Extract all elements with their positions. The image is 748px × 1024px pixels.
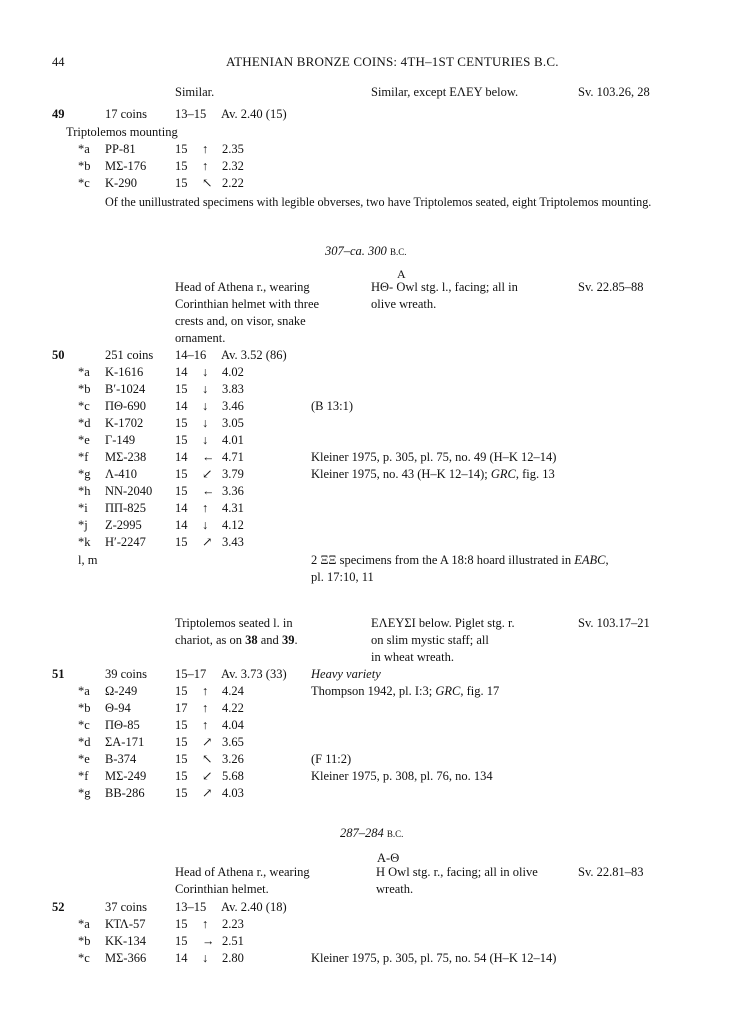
remark-tail: , fig. 13 bbox=[515, 467, 555, 481]
die-axis-arrow: ↓ bbox=[202, 951, 209, 965]
page-number: 44 bbox=[52, 55, 65, 69]
specimen-id: ΜΣ-366 bbox=[105, 951, 147, 965]
specimen-mark: *f bbox=[78, 450, 89, 464]
reverse-51-line1: ΕΛΕΥΣΙ below. Piglet stg. r. bbox=[371, 616, 515, 630]
section-date-287 bbox=[340, 825, 403, 842]
specimen-weight: 4.03 bbox=[222, 786, 244, 800]
specimen-weight: 3.46 bbox=[222, 399, 244, 413]
specimen-size: 15 bbox=[175, 433, 188, 447]
specimen-id: BB-286 bbox=[105, 786, 145, 800]
hoard-note-line1 bbox=[311, 552, 609, 568]
reverse-52-line2: wreath. bbox=[376, 882, 414, 896]
specimen-weight: 3.36 bbox=[222, 484, 244, 498]
specimen-size: 14 bbox=[175, 450, 188, 464]
obverse-49: Similar. bbox=[175, 85, 215, 99]
cross-ref-38: 38 bbox=[245, 633, 258, 647]
specimen-size: 15 bbox=[175, 467, 188, 481]
hoard-note-text: 2 ΞΞ specimens from the A 18:8 hoard illustrated in bbox=[311, 553, 575, 567]
specimen-size: 14 bbox=[175, 518, 188, 532]
section-era: B.C. bbox=[389, 247, 407, 257]
specimen-weight: 2.80 bbox=[222, 951, 244, 965]
specimen-size: 15 bbox=[175, 416, 188, 430]
specimen-id: ΜΣ-249 bbox=[105, 769, 147, 783]
specimen-id: H′-2247 bbox=[105, 535, 146, 549]
specimen-size: 15 bbox=[175, 718, 188, 732]
specimen-remark: Kleiner 1975, p. 308, pl. 76, no. 134 bbox=[311, 769, 493, 783]
specimen-mark: *d bbox=[78, 416, 91, 430]
specimen-mark: *j bbox=[78, 518, 88, 532]
specimen-mark-lm: l, m bbox=[78, 553, 98, 567]
specimen-weight: 5.68 bbox=[222, 769, 244, 783]
die-axis-arrow: ← bbox=[202, 484, 215, 498]
specimen-weight: 4.71 bbox=[222, 450, 244, 464]
specimen-id: ΠΘ-690 bbox=[105, 399, 146, 413]
specimen-weight: 4.04 bbox=[222, 718, 244, 732]
specimen-mark: *a bbox=[78, 142, 90, 156]
specimen-mark: *b bbox=[78, 159, 91, 173]
specimen-mark: *a bbox=[78, 917, 90, 931]
specimen-weight: 4.12 bbox=[222, 518, 244, 532]
average-weight-50: Av. 3.52 (86) bbox=[221, 348, 287, 362]
obverse-and: and bbox=[257, 633, 282, 647]
reverse-52-superscript: Α-Θ bbox=[377, 851, 400, 865]
obverse-50-line2: Corinthian helmet with three bbox=[175, 297, 320, 311]
section-date-307 bbox=[325, 243, 406, 260]
entry-number-50: 50 bbox=[52, 348, 65, 362]
specimen-weight: 3.26 bbox=[222, 752, 244, 766]
reference-49: Sv. 103.26, 28 bbox=[578, 85, 650, 99]
obverse-period: . bbox=[294, 633, 298, 647]
specimen-size: 14 bbox=[175, 365, 188, 379]
die-axis-arrow: ↑ bbox=[202, 684, 209, 698]
size-range-49: 13–15 bbox=[175, 107, 207, 121]
reverse-50-superscript: A bbox=[397, 267, 406, 281]
die-axis-arrow: ↑ bbox=[202, 159, 209, 173]
specimen-remark: (B 13:1) bbox=[311, 399, 354, 413]
obverse-50-line3: crests and, on visor, snake bbox=[175, 314, 306, 328]
die-axis-arrow: → bbox=[202, 934, 215, 948]
specimen-size: 15 bbox=[175, 382, 188, 396]
specimen-weight: 2.51 bbox=[222, 934, 244, 948]
specimen-remark: (F 11:2) bbox=[311, 752, 352, 766]
specimen-id: Γ-149 bbox=[105, 433, 136, 447]
specimen-size: 15 bbox=[175, 684, 188, 698]
die-axis-arrow: ↑ bbox=[202, 917, 209, 931]
specimen-weight: 3.79 bbox=[222, 467, 244, 481]
running-title: ATHENIAN BRONZE COINS: 4TH–1ST CENTURIES B.C. bbox=[226, 54, 559, 69]
specimen-size: 15 bbox=[175, 735, 188, 749]
specimen-mark: *d bbox=[78, 735, 91, 749]
specimen-size: 15 bbox=[175, 786, 188, 800]
obverse-text: chariot, as on bbox=[175, 633, 246, 647]
specimen-weight: 4.01 bbox=[222, 433, 244, 447]
specimen-mark: *a bbox=[78, 684, 90, 698]
specimen-mark: *i bbox=[78, 501, 88, 515]
specimen-id: KK-134 bbox=[105, 934, 146, 948]
die-axis-arrow: ↓ bbox=[202, 382, 209, 396]
remark-source: GRC bbox=[435, 684, 461, 698]
specimen-id: PP-81 bbox=[105, 142, 136, 156]
die-axis-arrow: ↓ bbox=[202, 365, 209, 379]
specimen-mark: *c bbox=[78, 718, 90, 732]
specimen-id: ΚΤΛ-57 bbox=[105, 917, 146, 931]
coin-count-52: 37 coins bbox=[105, 900, 148, 914]
specimen-size: 15 bbox=[175, 917, 188, 931]
specimen-weight: 2.23 bbox=[222, 917, 244, 931]
specimen-id: ΠΠ-825 bbox=[105, 501, 146, 515]
specimen-size: 15 bbox=[175, 176, 188, 190]
cross-ref-39: 39 bbox=[281, 633, 295, 647]
specimen-size: 14 bbox=[175, 399, 188, 413]
specimen-weight: 4.02 bbox=[222, 365, 244, 379]
specimen-id: ΠΘ-85 bbox=[105, 718, 140, 732]
specimen-size: 15 bbox=[175, 769, 188, 783]
die-axis-arrow: ↑ bbox=[202, 701, 209, 715]
coin-count-50: 251 coins bbox=[105, 348, 154, 362]
specimen-size: 14 bbox=[175, 951, 188, 965]
specimen-remark bbox=[311, 466, 555, 482]
specimen-id: NN-2040 bbox=[105, 484, 153, 498]
specimen-remark: Kleiner 1975, p. 305, pl. 75, no. 54 (H–K 12–14) bbox=[311, 951, 557, 965]
section-date: 287–284 bbox=[340, 826, 384, 840]
die-axis-arrow: ← bbox=[202, 450, 215, 464]
specimen-id: K-1616 bbox=[105, 365, 144, 379]
reverse-51-line2: on slim mystic staff; all bbox=[371, 633, 489, 647]
die-axis-arrow: ↓ bbox=[202, 399, 209, 413]
specimen-mark: *g bbox=[78, 467, 91, 481]
specimen-weight: 4.31 bbox=[222, 501, 244, 515]
remark-tail: , fig. 17 bbox=[460, 684, 500, 698]
specimen-mark: *h bbox=[78, 484, 91, 498]
specimen-size: 15 bbox=[175, 142, 188, 156]
reverse-52-line1: Η Owl stg. r., facing; all in olive bbox=[376, 865, 538, 879]
specimen-id: B-374 bbox=[105, 752, 137, 766]
average-weight-52: Av. 2.40 (18) bbox=[221, 900, 287, 914]
reverse-legend: ΗΘ- bbox=[371, 280, 394, 294]
specimen-weight: 2.32 bbox=[222, 159, 244, 173]
remark-text: Thompson 1942, pl. I:3; bbox=[311, 684, 436, 698]
entry-number-51: 51 bbox=[52, 667, 65, 681]
specimen-id: B′-1024 bbox=[105, 382, 146, 396]
specimen-mark: *c bbox=[78, 176, 90, 190]
specimen-weight: 4.22 bbox=[222, 701, 244, 715]
average-weight-49: Av. 2.40 (15) bbox=[221, 107, 287, 121]
specimen-mark: *b bbox=[78, 382, 91, 396]
die-axis-arrow: ↓ bbox=[202, 433, 209, 447]
average-weight-51: Av. 3.73 (33) bbox=[221, 667, 287, 681]
obverse-50-line4: ornament. bbox=[175, 331, 226, 345]
die-axis-arrow: ↑ bbox=[202, 142, 209, 156]
coin-count-49: 17 coins bbox=[105, 107, 148, 121]
specimen-id: K-1702 bbox=[105, 416, 144, 430]
specimen-size: 15 bbox=[175, 484, 188, 498]
specimen-size: 15 bbox=[175, 752, 188, 766]
variant-label-49: Triptolemos mounting bbox=[66, 125, 178, 139]
specimen-mark: *c bbox=[78, 399, 90, 413]
remark-source: GRC bbox=[490, 467, 516, 481]
specimen-mark: *e bbox=[78, 433, 90, 447]
specimen-size: 15 bbox=[175, 159, 188, 173]
specimen-mark: *a bbox=[78, 365, 90, 379]
die-axis-arrow: ↗ bbox=[202, 786, 213, 800]
specimen-mark: *g bbox=[78, 786, 91, 800]
die-axis-arrow: ↑ bbox=[202, 718, 209, 732]
specimen-size: 14 bbox=[175, 501, 188, 515]
specimen-id: ΜΣ-238 bbox=[105, 450, 147, 464]
reverse-type: Owl stg. l., facing; all in bbox=[396, 280, 518, 294]
specimen-mark: *f bbox=[78, 769, 89, 783]
obverse-52-line2: Corinthian helmet. bbox=[175, 882, 269, 896]
entry-number-49: 49 bbox=[52, 107, 65, 121]
specimen-id: Λ-410 bbox=[105, 467, 137, 481]
remark-text: Kleiner 1975, no. 43 (H–K 12–14); bbox=[311, 467, 491, 481]
obverse-51-line1: Triptolemos seated l. in bbox=[175, 616, 293, 630]
obverse-50-line1: Head of Athena r., wearing bbox=[175, 280, 310, 294]
reverse-50-line2: olive wreath. bbox=[371, 297, 437, 311]
specimen-id: Z-2995 bbox=[105, 518, 142, 532]
reverse-50-line1 bbox=[371, 279, 518, 295]
die-axis-arrow: ↖ bbox=[202, 752, 213, 766]
die-axis-arrow: ↙ bbox=[202, 467, 213, 481]
specimen-weight: 3.65 bbox=[222, 735, 244, 749]
hoard-note-comma: , bbox=[605, 553, 609, 567]
reference-50: Sv. 22.85–88 bbox=[578, 280, 644, 294]
specimen-weight: 4.24 bbox=[222, 684, 244, 698]
reverse-49: Similar, except ΕΛΕΥ below. bbox=[371, 85, 519, 99]
specimen-weight: 3.43 bbox=[222, 535, 244, 549]
note-49: Of the unillustrated specimens with legible obverses, two have Triptolemos seated, eight Triptolemos mounting. bbox=[105, 195, 652, 209]
section-era: B.C. bbox=[386, 829, 404, 839]
specimen-id: K-290 bbox=[105, 176, 137, 190]
die-axis-arrow: ↙ bbox=[202, 769, 213, 783]
specimen-mark: *b bbox=[78, 701, 91, 715]
specimen-id: ΣΑ-171 bbox=[105, 735, 145, 749]
specimen-mark: *b bbox=[78, 934, 91, 948]
size-range-50: 14–16 bbox=[175, 348, 207, 362]
specimen-weight: 3.05 bbox=[222, 416, 244, 430]
size-range-51: 15–17 bbox=[175, 667, 207, 681]
specimen-weight: 3.83 bbox=[222, 382, 244, 396]
die-axis-arrow: ↓ bbox=[202, 416, 209, 430]
die-axis-arrow: ↗ bbox=[202, 735, 213, 749]
hoard-note-line2: pl. 17:10, 11 bbox=[311, 570, 374, 584]
size-range-52: 13–15 bbox=[175, 900, 207, 914]
specimen-remark: Kleiner 1975, p. 305, pl. 75, no. 49 (H–K 12–14) bbox=[311, 450, 557, 464]
specimen-remark bbox=[311, 683, 499, 699]
specimen-mark: *e bbox=[78, 752, 90, 766]
specimen-weight: 2.35 bbox=[222, 142, 244, 156]
hoard-note-source: EABC bbox=[574, 553, 606, 567]
reverse-51-line3: in wheat wreath. bbox=[371, 650, 454, 664]
specimen-weight: 2.22 bbox=[222, 176, 244, 190]
reference-52: Sv. 22.81–83 bbox=[578, 865, 644, 879]
variety-label-51: Heavy variety bbox=[311, 667, 381, 681]
coin-count-51: 39 coins bbox=[105, 667, 148, 681]
entry-number-52: 52 bbox=[52, 900, 65, 914]
specimen-size: 15 bbox=[175, 535, 188, 549]
die-axis-arrow: ↑ bbox=[202, 501, 209, 515]
reference-51: Sv. 103.17–21 bbox=[578, 616, 650, 630]
specimen-id: ΜΣ-176 bbox=[105, 159, 147, 173]
specimen-id: Ω-249 bbox=[105, 684, 138, 698]
obverse-51-line2 bbox=[175, 632, 298, 648]
specimen-mark: *k bbox=[78, 535, 91, 549]
obverse-52-line1: Head of Athena r., wearing bbox=[175, 865, 310, 879]
specimen-id: Θ-94 bbox=[105, 701, 131, 715]
specimen-size: 17 bbox=[175, 701, 188, 715]
die-axis-arrow: ↓ bbox=[202, 518, 209, 532]
die-axis-arrow: ↗ bbox=[202, 535, 213, 549]
die-axis-arrow: ↖ bbox=[202, 176, 213, 190]
specimen-mark: *c bbox=[78, 951, 90, 965]
section-date: 307–ca. 300 bbox=[325, 244, 387, 258]
specimen-size: 15 bbox=[175, 934, 188, 948]
